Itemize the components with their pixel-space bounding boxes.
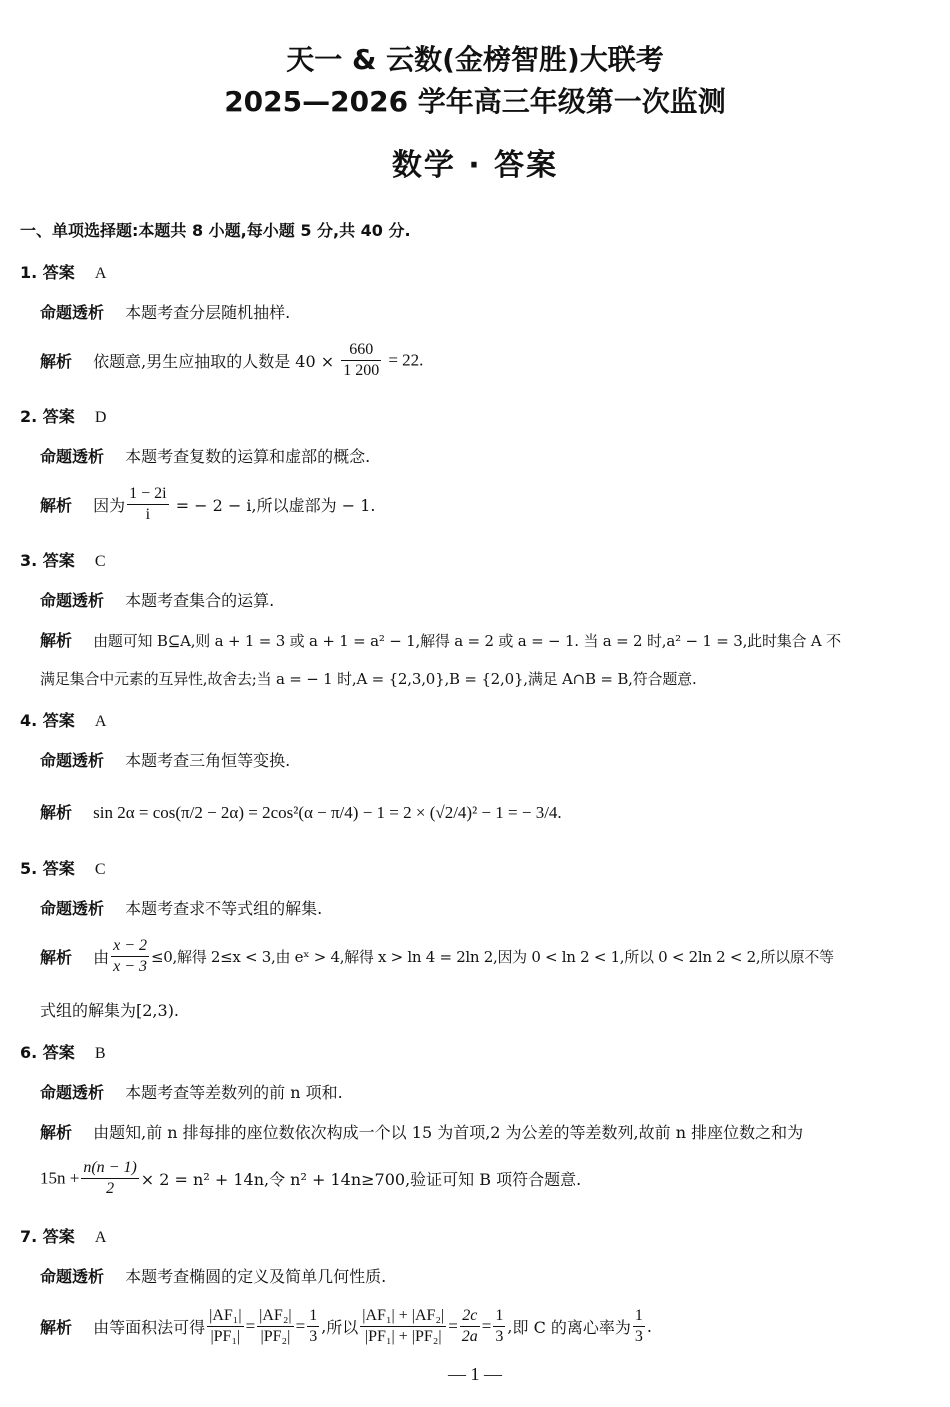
q5-answer-line	[20, 856, 105, 879]
q6-analysis-line1: 由题知,前 n 排每排的座位数依次构成一个以 15 为首项,2 为公差的等差数列,故前 n 排座位数之和为	[93, 1123, 804, 1142]
q4-analysis-line	[40, 800, 562, 823]
q5-frac-num: x − 2	[111, 936, 149, 957]
q2-analysis-label: 解析	[40, 496, 73, 515]
q2-frac-den: i	[145, 506, 151, 523]
q7-answer-label: 答案	[42, 1227, 75, 1246]
q4-analysis-label: 解析	[40, 803, 73, 822]
q7-analysis-mid: 所以	[326, 1318, 359, 1337]
q7-f4-num: |AF₁| + |AF₂|	[360, 1306, 446, 1327]
q5-tips: 本题考查求不等式组的解集.	[125, 899, 323, 918]
q3-answer-line	[20, 548, 105, 571]
q1-tips-line	[40, 300, 290, 323]
q1-analysis-label: 解析	[40, 352, 73, 371]
q2-tips: 本题考查复数的运算和虚部的概念.	[125, 447, 371, 466]
q7-f1-den: |PF₁|	[210, 1328, 241, 1345]
q6-analysis-line	[40, 1120, 803, 1143]
q6-tips-label: 命题透析	[40, 1083, 105, 1102]
q5-frac-den: x − 3	[113, 958, 148, 975]
q7-f5-num: 2c	[460, 1306, 480, 1327]
q7-fraction-5	[460, 1306, 480, 1347]
q7-eq-2: =	[295, 1316, 306, 1336]
q7-tips: 本题考查椭圆的定义及简单几何性质.	[125, 1267, 387, 1286]
q1-answer-line	[20, 260, 106, 283]
q7-f2-den: |PF₂|	[260, 1328, 291, 1345]
q6-analysis-label: 解析	[40, 1123, 73, 1142]
q2-analysis-line	[40, 484, 375, 525]
q2-number: 2.	[20, 407, 38, 426]
q6-answer: B	[94, 1045, 106, 1062]
q4-tips-label: 命题透析	[40, 751, 105, 770]
q6-analysis-line2	[40, 1158, 581, 1199]
q7-eq-4: =	[481, 1316, 492, 1336]
q5-analysis-line2: 式组的解集为[2,3).	[40, 1001, 180, 1020]
q6-frac-den: 2	[106, 1180, 115, 1197]
page-number: — 1 —	[448, 1364, 502, 1384]
title-line-2: 2025—2026 学年高三年级第一次监测	[224, 85, 726, 118]
q5-answer: C	[94, 861, 106, 878]
q2-tips-line	[40, 444, 370, 467]
q7-fraction-2	[257, 1306, 293, 1347]
q5-tips-line	[40, 896, 322, 919]
q5-fraction	[111, 936, 149, 977]
q2-answer: D	[94, 409, 107, 426]
q1-analysis-pre: 依题意,男生应抽取的人数是 40 ×	[93, 352, 335, 371]
q7-fraction-1	[207, 1306, 243, 1347]
q1-analysis-line	[40, 340, 423, 381]
q7-eq-3: =	[448, 1316, 458, 1336]
q1-number: 1.	[20, 263, 38, 282]
subject-title: 数学 · 答案	[391, 148, 559, 183]
q7-analysis-post: 即 C 的离心率为	[512, 1318, 631, 1337]
q4-tips-line	[40, 748, 290, 771]
q7-f6-den: 3	[495, 1328, 504, 1345]
q4-number: 4.	[20, 711, 38, 730]
q6-line2-pre: 15n +	[40, 1168, 80, 1188]
q7-answer-line	[20, 1224, 106, 1247]
q7-f3-den: 3	[309, 1328, 318, 1345]
q7-answer: A	[94, 1229, 107, 1246]
q1-tips-label: 命题透析	[40, 303, 105, 322]
q3-tips: 本题考查集合的运算.	[125, 591, 275, 610]
q3-analysis-line2: 满足集合中元素的互异性,故舍去;当 a = − 1 时,A = {2,3,0},B = {2,0},满足 A∩B = B,符合题意.	[40, 670, 697, 688]
q2-fraction	[127, 484, 168, 525]
q3-tips-line	[40, 588, 274, 611]
q6-tips: 本题考查等差数列的前 n 项和.	[125, 1083, 343, 1102]
q7-fraction-7	[633, 1306, 645, 1347]
q5-analysis-pre: 由	[93, 948, 110, 967]
q4-answer: A	[94, 713, 107, 730]
q3-number: 3.	[20, 551, 38, 570]
q4-answer-line	[20, 708, 106, 731]
q7-tips-line	[40, 1264, 386, 1287]
q7-f1-num: |AF₁|	[207, 1306, 243, 1327]
q7-f2-num: |AF₂|	[257, 1306, 293, 1327]
q5-tips-label: 命题透析	[40, 899, 105, 918]
q4-tips: 本题考查三角恒等变换.	[125, 751, 291, 770]
q7-f7-num: 1	[633, 1306, 645, 1327]
title-line-1: 天一 & 云数(金榜智胜)大联考	[286, 43, 664, 76]
q2-answer-line	[20, 404, 106, 427]
q4-answer-label: 答案	[42, 711, 75, 730]
q5-analysis-line1: ≤0,解得 2≤x < 3,由 eˣ > 4,解得 x > ln 4 = 2ln 2,因为 0 < ln 2 < 1,所以 0 < 2ln 2 < 2,所以原不等	[151, 948, 834, 966]
q1-fraction	[341, 340, 381, 381]
q1-answer: A	[94, 265, 107, 282]
q3-analysis-label: 解析	[40, 631, 73, 650]
q7-fraction-4	[360, 1306, 446, 1347]
q7-fraction-6	[493, 1306, 505, 1347]
q7-analysis-label: 解析	[40, 1318, 73, 1337]
q1-analysis-post: = 22.	[388, 350, 424, 370]
q7-f5-den: 2a	[461, 1328, 478, 1345]
q5-analysis-label: 解析	[40, 948, 73, 967]
q6-answer-label: 答案	[42, 1043, 75, 1062]
q6-answer-line	[20, 1040, 105, 1063]
q5-number: 5.	[20, 859, 38, 878]
q6-tips-line	[40, 1080, 343, 1103]
q7-analysis-line	[40, 1306, 652, 1347]
q1-answer-label: 答案	[42, 263, 75, 282]
q5-analysis-line	[40, 936, 834, 977]
q2-tips-label: 命题透析	[40, 447, 105, 466]
q6-frac-num: n(n − 1)	[81, 1158, 138, 1179]
q7-eq-1: =	[245, 1316, 256, 1336]
q7-comma-2: ,	[507, 1317, 513, 1336]
q7-f7-den: 3	[634, 1328, 643, 1345]
q2-analysis-post: = − 2 − i,所以虚部为 − 1.	[175, 496, 376, 515]
q3-analysis-line	[40, 628, 841, 651]
q2-frac-num: 1 − 2i	[127, 484, 168, 505]
q6-fraction	[81, 1158, 138, 1199]
q1-tips: 本题考查分层随机抽样.	[125, 303, 291, 322]
q7-comma-1: ,	[321, 1317, 327, 1336]
q7-period: .	[646, 1317, 652, 1336]
q2-answer-label: 答案	[42, 407, 75, 426]
q3-analysis-line1: 由题可知 B⊆A,则 a + 1 = 3 或 a + 1 = a² − 1,解得 a = 2 或 a = − 1. 当 a = 2 时,a² − 1 = 3,此时集合 A 不	[93, 632, 841, 650]
q4-analysis: sin 2α = cos(π/2 − 2α) = 2cos²(α − π/4) − 1 = 2 × (√2/4)² − 1 = − 3/4.	[93, 803, 562, 822]
q1-frac-den: 1 200	[343, 362, 380, 379]
q7-tips-label: 命题透析	[40, 1267, 105, 1286]
q7-analysis-pre: 由等面积法可得	[93, 1318, 206, 1337]
q3-answer-label: 答案	[42, 551, 75, 570]
q7-f3-num: 1	[307, 1306, 319, 1327]
q7-number: 7.	[20, 1227, 38, 1246]
q7-fraction-3	[307, 1306, 319, 1347]
q3-tips-label: 命题透析	[40, 591, 105, 610]
q6-number: 6.	[20, 1043, 38, 1062]
q3-answer: C	[94, 553, 106, 570]
q5-answer-label: 答案	[42, 859, 75, 878]
q2-analysis-pre: 因为	[93, 496, 126, 515]
q1-frac-num: 660	[341, 340, 381, 361]
q7-f4-den: |PF₁| + |PF₂|	[364, 1328, 442, 1345]
q6-line2-post: × 2 = n² + 14n,令 n² + 14n≥700,验证可知 B 项符合题意.	[140, 1170, 582, 1189]
section-heading: 一、单项选择题:本题共 8 小题,每小题 5 分,共 40 分.	[20, 221, 411, 240]
q7-f6-num: 1	[493, 1306, 505, 1327]
